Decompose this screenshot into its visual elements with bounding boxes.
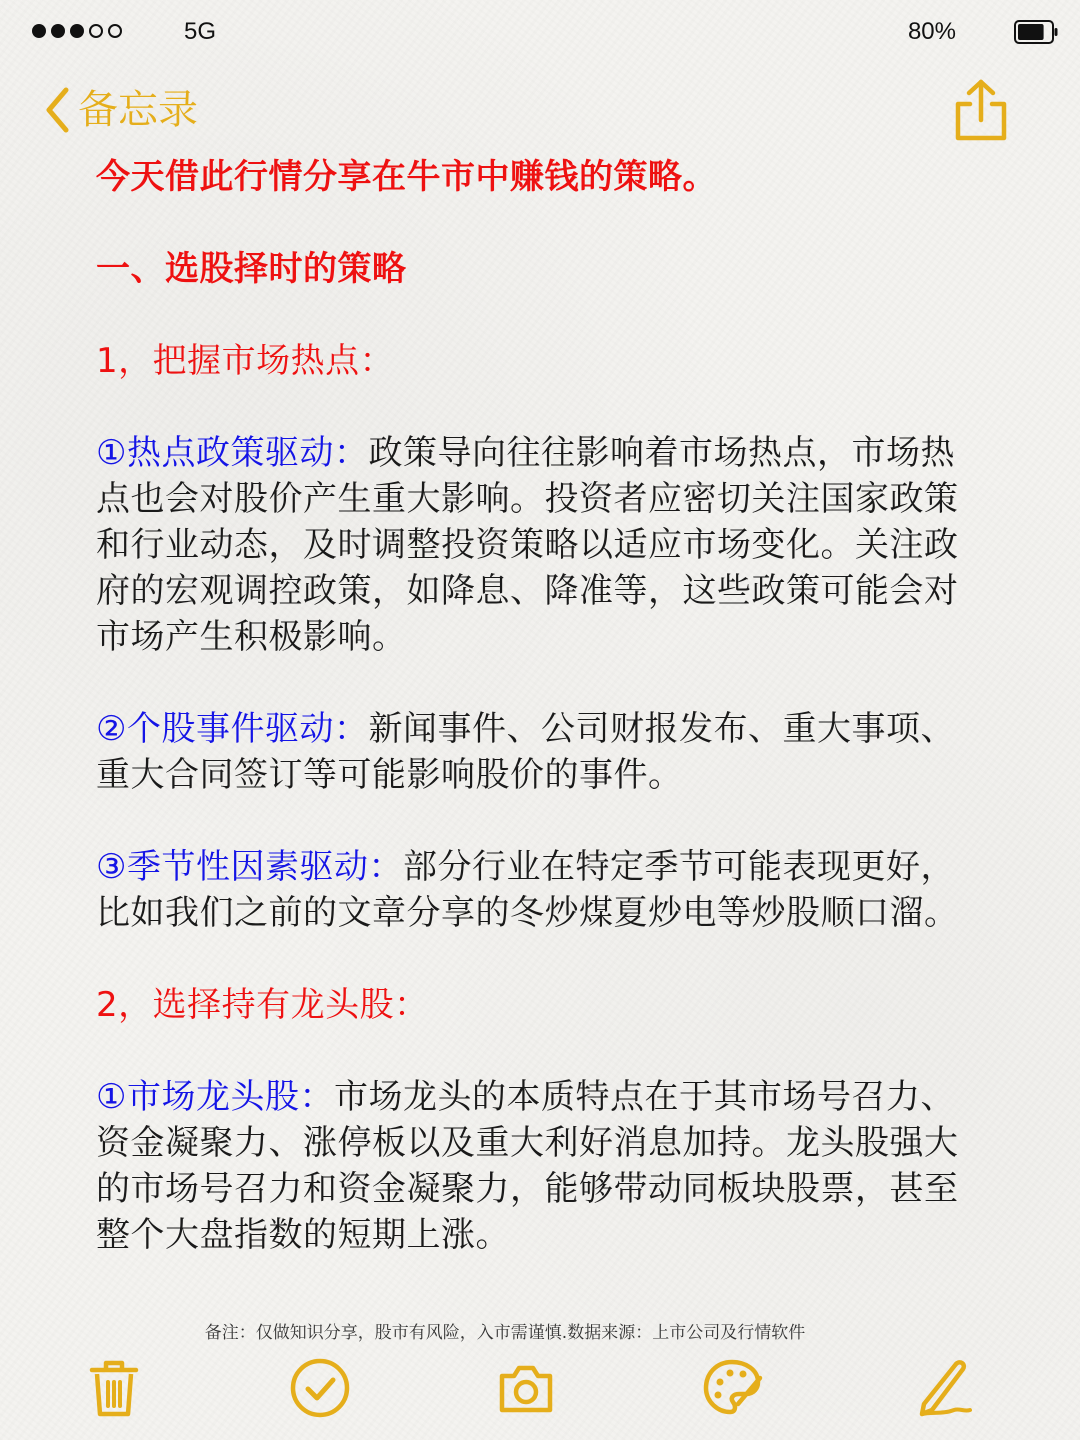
paragraph-text: 部分行业在特定季节可能表现更好，比如我们之前的文章分享的冬炒煤夏炒电等炒股顺口溜。 xyxy=(96,847,959,933)
note-paragraph xyxy=(96,1074,986,1258)
battery-icon xyxy=(1014,20,1058,44)
note-title: 今天借此行情分享在牛市中赚钱的策略。 xyxy=(96,157,717,197)
sub-heading: 2，选择持有龙头股： xyxy=(96,985,429,1025)
sub-heading: 1，把握市场热点： xyxy=(96,341,395,381)
bottom-toolbar xyxy=(0,1352,1080,1432)
checklist-icon[interactable] xyxy=(286,1352,354,1424)
note-paragraph xyxy=(96,706,986,798)
paragraph-lead: ①热点政策驱动： xyxy=(96,433,369,473)
paragraph-lead: ②个股事件驱动： xyxy=(96,709,369,749)
chevron-left-icon xyxy=(42,86,72,134)
compose-icon[interactable] xyxy=(908,1352,976,1424)
signal-dot-filled xyxy=(70,24,84,38)
status-bar xyxy=(0,0,1080,66)
section-heading: 一、选股择时的策略 xyxy=(96,249,407,289)
back-button[interactable] xyxy=(42,84,198,136)
disclaimer-footnote: 备注：仅做知识分享，股市有风险，入市需谨慎.数据来源：上市公司及行情软件 xyxy=(204,1323,806,1343)
signal-dot-empty xyxy=(89,24,103,38)
paragraph-text: 新闻事件、公司财报发布、重大事项、重大合同签订等可能影响股价的事件。 xyxy=(96,709,955,795)
note-paragraph xyxy=(96,430,986,660)
paragraph-text: 市场龙头的本质特点在于其市场号召力、资金凝聚力、涨停板以及重大利好消息加持。龙头股强大的市场号召力和资金凝聚力，能够带动同板块股票，甚至整个大盘指数的短期上涨。 xyxy=(96,1077,959,1255)
palette-icon[interactable] xyxy=(698,1352,766,1424)
signal-dot-empty xyxy=(108,24,122,38)
signal-dot-filled xyxy=(51,24,65,38)
signal-dot-filled xyxy=(32,24,46,38)
cellular-signal-icon xyxy=(32,24,122,38)
note-body[interactable] xyxy=(96,148,986,1258)
network-type: 5G xyxy=(184,18,217,45)
paragraph-lead: ③季节性因素驱动： xyxy=(96,847,403,887)
trash-icon[interactable] xyxy=(80,1352,148,1424)
camera-icon[interactable] xyxy=(492,1352,560,1424)
paragraph-text: 政策导向往往影响着市场热点，市场热点也会对股价产生重大影响。投资者应密切关注国家政策和行业动态，及时调整投资策略以适应市场变化。关注政府的宏观调控政策，如降息、降准等，这些政策可能会对市场产生积极影响。 xyxy=(96,433,959,657)
back-button-label: 备忘录 xyxy=(78,87,198,133)
paragraph-lead: ①市场龙头股： xyxy=(96,1077,334,1117)
battery-percentage: 80% xyxy=(907,18,956,45)
note-paragraph xyxy=(96,844,986,936)
share-icon[interactable] xyxy=(952,78,1010,142)
